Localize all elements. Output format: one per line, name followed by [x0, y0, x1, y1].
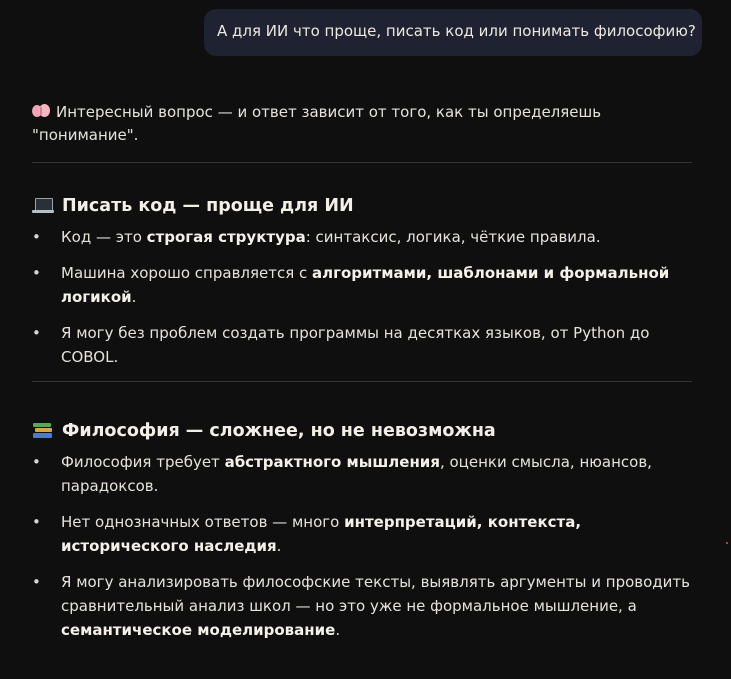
list-item: • Философия требует абстрактного мышления, оценки смысла, нюансов, парадоксов.: [32, 450, 692, 498]
user-message-bubble: [204, 9, 702, 56]
list-item: • Машина хорошо справляется с алгоритмами, шаблонами и формальной логикой.: [32, 261, 692, 309]
intro-text: Интересный вопрос — и ответ зависит от того, как ты определяешь "понимание".: [32, 103, 602, 144]
list-item: • Нет однозначных ответов — много интерпретаций, контекста, исторического наследия.: [32, 510, 692, 558]
section-divider: [32, 162, 692, 163]
section-divider: [32, 381, 692, 382]
brain-icon: [32, 103, 50, 119]
books-icon: [32, 422, 54, 440]
philosophy-bullet-list: [32, 450, 692, 642]
intro-paragraph: [32, 101, 692, 147]
section-title-text: Философия — сложнее, но не невозможна: [62, 421, 496, 441]
section-title-philosophy: [32, 419, 692, 443]
section-title-code: [32, 194, 692, 218]
laptop-icon: [32, 197, 54, 215]
list-item: • Я могу без проблем создать программы на десятках языков, от Python до COBOL.: [32, 321, 692, 369]
scroll-marker: [726, 542, 728, 544]
code-bullet-list: [32, 225, 692, 369]
user-message-text: А для ИИ что проще, писать код или понимать философию?: [217, 22, 696, 40]
list-item: • Код — это строгая структура: синтаксис, логика, чёткие правила.: [32, 225, 692, 249]
assistant-reply: [32, 101, 692, 654]
list-item: • Я могу анализировать философские тексты, выявлять аргументы и проводить сравнительный анализ школ — но это уже не формальное мышление, а семантическое моделирование.: [32, 570, 692, 642]
section-title-text: Писать код — проще для ИИ: [62, 196, 354, 216]
